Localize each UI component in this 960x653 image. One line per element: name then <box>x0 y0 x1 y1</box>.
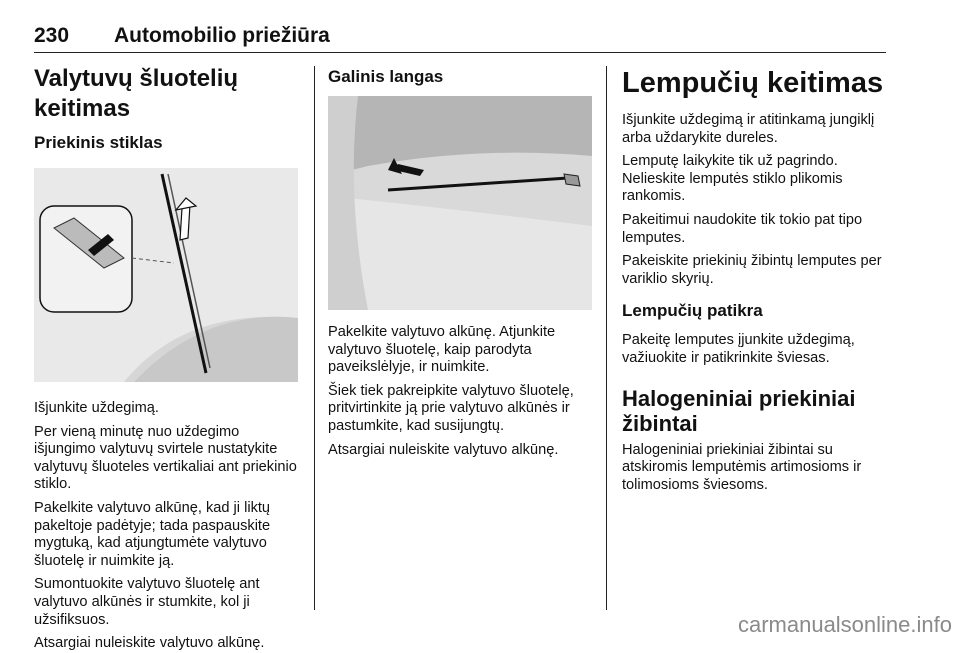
paragraph: Lemputę laikykite tik už pagrindo. Nelieskite lemputės stiklo plikomis rankomis. <box>622 153 843 205</box>
section-subtitle: Galinis langas <box>328 67 444 86</box>
column-rear-wiper <box>328 60 594 459</box>
paragraph: Pakelkite valytuvo alkūnę, kad ji liktų pakeltoje padėtyje; tada paspauskite mygtuką, kad atjungtumėte valytuvo šluotelę ir nuimkite ją. <box>34 499 271 569</box>
paragraph: Per vieną minutę nuo uždegimo išjungimo valytuvų svirtele nustatykite valytuvų šluoteles vertikaliai ant priekinio stiklo. <box>34 423 297 493</box>
paragraph: Sumontuokite valytuvo šluotelę ant valytuvo alkūnės ir stumkite, kol ji užsifiksuos. <box>34 576 260 628</box>
chapter-title: Automobilio priežiūra <box>114 24 330 47</box>
section-title: Valytuvų šluotelių keitimas <box>34 65 239 122</box>
column-bulb-replacement <box>622 60 890 494</box>
section-subtitle: Priekinis stiklas <box>34 133 163 152</box>
paragraph: Pakeitimui naudokite tik tokio pat tipo lemputes. <box>622 211 863 246</box>
section-title-line: Halogeniniai priekiniai <box>622 385 856 411</box>
paragraph: Pakeiskite priekinių žibintų lemputes per variklio skyrių. <box>622 253 882 287</box>
paragraph: Halogeniniai priekiniai žibintai su atskiromis lemputėmis artimosioms ir tolimosioms šviesoms. <box>622 441 862 493</box>
front-wiper-illustration <box>34 168 298 382</box>
watermark: carmanualsonline.info <box>737 612 952 637</box>
section-title: Lempučių keitimas <box>622 67 884 99</box>
column-divider <box>314 66 315 610</box>
paragraph: Išjunkite uždegimą ir atitinkamą jungiklį arba uždarykite dureles. <box>622 112 875 146</box>
paragraph: Išjunkite uždegimą. <box>34 400 159 416</box>
paragraph: Pakelkite valytuvo alkūnę. Atjunkite valytuvo šluotelę, kaip parodyta paveikslėlyje, ir nuimkite. <box>328 324 556 376</box>
paragraph: Pakeitę lemputes įjunkite uždegimą, važiuokite ir patikrinkite šviesas. <box>622 332 855 366</box>
page-header <box>34 24 886 53</box>
paragraph: Šiek tiek pakreipkite valytuvo šluotelę, pritvirtinkite ją prie valytuvo alkūnės ir pastumkite, kad susijungtų. <box>328 382 574 434</box>
paragraph: Atsargiai nuleiskite valytuvo alkūnę. <box>328 441 559 458</box>
figure-front-wiper <box>34 168 298 382</box>
section-subtitle: Lempučių patikra <box>622 301 763 321</box>
rear-wiper-illustration <box>328 96 592 310</box>
figure-rear-wiper <box>328 96 592 310</box>
section-title <box>622 386 890 436</box>
column-divider <box>606 66 607 610</box>
section-title-line: žibintai <box>622 410 698 436</box>
page-number: 230 <box>34 24 70 47</box>
column-front-wiper <box>34 60 300 653</box>
paragraph: Atsargiai nuleiskite valytuvo alkūnę. <box>34 635 265 652</box>
